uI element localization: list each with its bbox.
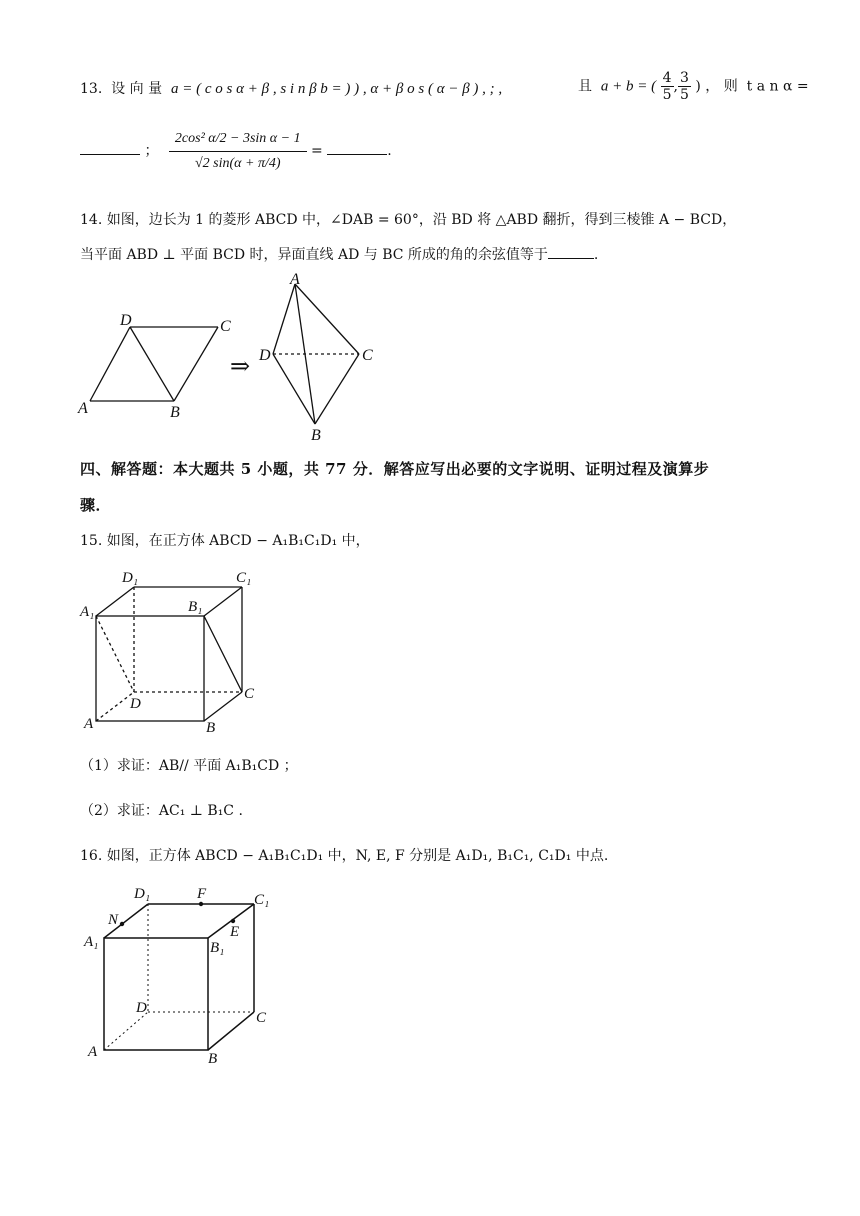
q14-line2 bbox=[80, 244, 598, 264]
q13-expression bbox=[169, 131, 307, 172]
q14-end: . bbox=[593, 247, 599, 263]
q16-cube-figure bbox=[80, 880, 280, 1065]
label-B: B bbox=[311, 427, 321, 444]
label-B1: B₁ bbox=[188, 599, 203, 615]
q13-condition: 且 a + b = ( $\frac{4}{5}$ , $\frac{3}{5}$ ) ， 则 t a n α = bbox=[578, 70, 809, 103]
q14-line2-text: 当平面 ABD ⊥ 平面 BCD 时，异面直线 AD 与 BC 所成的角的余弦值等于 bbox=[80, 247, 548, 263]
q13-line2 bbox=[80, 126, 392, 172]
edge-AD-hidden bbox=[104, 1012, 148, 1050]
q15-cube-figure bbox=[78, 570, 268, 735]
q13-vector-a: a = ( c o s α + β , s i n β b = ) ) , α + β o s ( α − β ) , ; , bbox=[170, 81, 503, 97]
q15-stem bbox=[80, 530, 370, 550]
q13-sum: a + b = ( bbox=[600, 78, 657, 95]
label-A1: A₁ bbox=[84, 934, 99, 950]
q13-then: 则 bbox=[723, 78, 738, 95]
q14-number: 14. bbox=[80, 212, 103, 228]
q16-stem-text: 如图，正方体 ABCD − A₁B₁C₁D₁ 中，N, E, F 分别是 A₁D₁, B₁C₁, C₁D₁ 中点. bbox=[106, 848, 609, 864]
q13-number: 13. bbox=[80, 81, 103, 97]
q13-expr-num: 2cos² α/2 − 3sin α − 1 bbox=[169, 131, 307, 152]
diag-B1C bbox=[204, 616, 242, 692]
q13-frac2-num: 3 bbox=[679, 70, 689, 86]
label-B: B bbox=[206, 720, 216, 736]
label-D1: D₁ bbox=[134, 886, 151, 902]
label-F: F bbox=[197, 886, 207, 902]
label-B: B bbox=[208, 1051, 218, 1067]
label-A: A bbox=[290, 271, 300, 288]
q15-number: 15. bbox=[80, 533, 103, 549]
label-A: A bbox=[78, 400, 88, 417]
edge-DB bbox=[273, 354, 315, 424]
q14-line1-text: 如图，边长为 1 的菱形 ABCD 中，∠DAB = 60°，沿 BD 将 △ABD 翻折，得到三棱锥 A − BCD， bbox=[106, 212, 737, 228]
label-C1: C₁ bbox=[236, 570, 252, 586]
q14-arrow: ⇒ bbox=[230, 352, 251, 380]
label-B1: B₁ bbox=[210, 940, 225, 956]
edge-BC bbox=[204, 692, 242, 721]
label-C: C bbox=[244, 686, 255, 702]
q13-frac2-den: 5 bbox=[679, 87, 689, 103]
edge-A1D1 bbox=[96, 587, 134, 616]
label-N: N bbox=[108, 912, 119, 928]
label-D: D bbox=[120, 312, 132, 329]
diag-A1D-hidden bbox=[96, 616, 134, 692]
q13-end: . bbox=[387, 143, 392, 159]
q15-part1: （1）求证：AB// 平面 A₁B₁CD ； bbox=[80, 758, 298, 774]
q14-blank[interactable] bbox=[548, 244, 594, 259]
q13-expr-den: √2 sin(α + π/4) bbox=[194, 155, 281, 171]
label-D: D bbox=[136, 1000, 147, 1016]
diagonal-BD bbox=[130, 327, 174, 401]
q16-stem bbox=[80, 845, 608, 865]
section4-heading-line1: 四、解答题：本大题共 5 小题，共 77 分．解答应写出必要的文字说明、证明过程及演算步 bbox=[80, 460, 710, 478]
label-C: C bbox=[256, 1010, 267, 1026]
q13-eq: = bbox=[311, 143, 323, 159]
label-D: D bbox=[259, 347, 271, 364]
q14-pyramid-figure bbox=[255, 272, 385, 444]
q13-frac1-den: 5 bbox=[662, 87, 672, 103]
q13-pre: 设 向 量 bbox=[111, 81, 163, 97]
label-C: C bbox=[220, 318, 231, 335]
edge-BC bbox=[174, 327, 218, 401]
section4-heading-line2: 骤． bbox=[80, 496, 112, 514]
q13-frac1 bbox=[661, 70, 674, 103]
front-face bbox=[104, 938, 208, 1050]
q16-number: 16. bbox=[80, 848, 103, 864]
edge-AC bbox=[295, 284, 359, 354]
q15-stem-text: 如图，在正方体 ABCD − A₁B₁C₁D₁ 中， bbox=[106, 533, 370, 549]
edge-B1C1 bbox=[204, 587, 242, 616]
q13-and: 且 bbox=[578, 78, 592, 95]
edge-CB bbox=[315, 354, 359, 424]
label-A: A bbox=[84, 716, 94, 732]
label-E: E bbox=[230, 924, 240, 940]
edge-AD-hidden bbox=[96, 692, 134, 721]
q13-frac1-num: 4 bbox=[662, 70, 672, 86]
label-D1: D₁ bbox=[122, 570, 139, 586]
point-F bbox=[199, 902, 203, 906]
q13-blank1[interactable] bbox=[80, 126, 140, 155]
q15-part2: （2）求证：AC₁ ⊥ B₁C . bbox=[80, 803, 243, 819]
q13-frac2 bbox=[678, 70, 691, 103]
front-face bbox=[96, 616, 204, 721]
label-C1: C₁ bbox=[254, 892, 270, 908]
q13-sum-close: ) ， bbox=[695, 78, 720, 95]
q13-line1 bbox=[80, 78, 502, 98]
edge-BC bbox=[208, 1012, 254, 1050]
q13-sep: ； bbox=[144, 143, 159, 159]
label-B: B bbox=[170, 404, 180, 421]
label-A1: A₁ bbox=[80, 604, 95, 620]
label-A: A bbox=[88, 1044, 98, 1060]
point-N bbox=[120, 922, 124, 926]
q14-rhombus-figure bbox=[70, 305, 250, 425]
point-E bbox=[231, 919, 235, 923]
label-D: D bbox=[130, 696, 141, 712]
edge-AD bbox=[273, 284, 295, 354]
q13-ask: t a n α = bbox=[746, 78, 809, 95]
edge-AD bbox=[90, 327, 130, 401]
q13-blank2[interactable] bbox=[327, 138, 387, 155]
label-C: C bbox=[362, 347, 373, 364]
q14-line1 bbox=[80, 209, 736, 229]
